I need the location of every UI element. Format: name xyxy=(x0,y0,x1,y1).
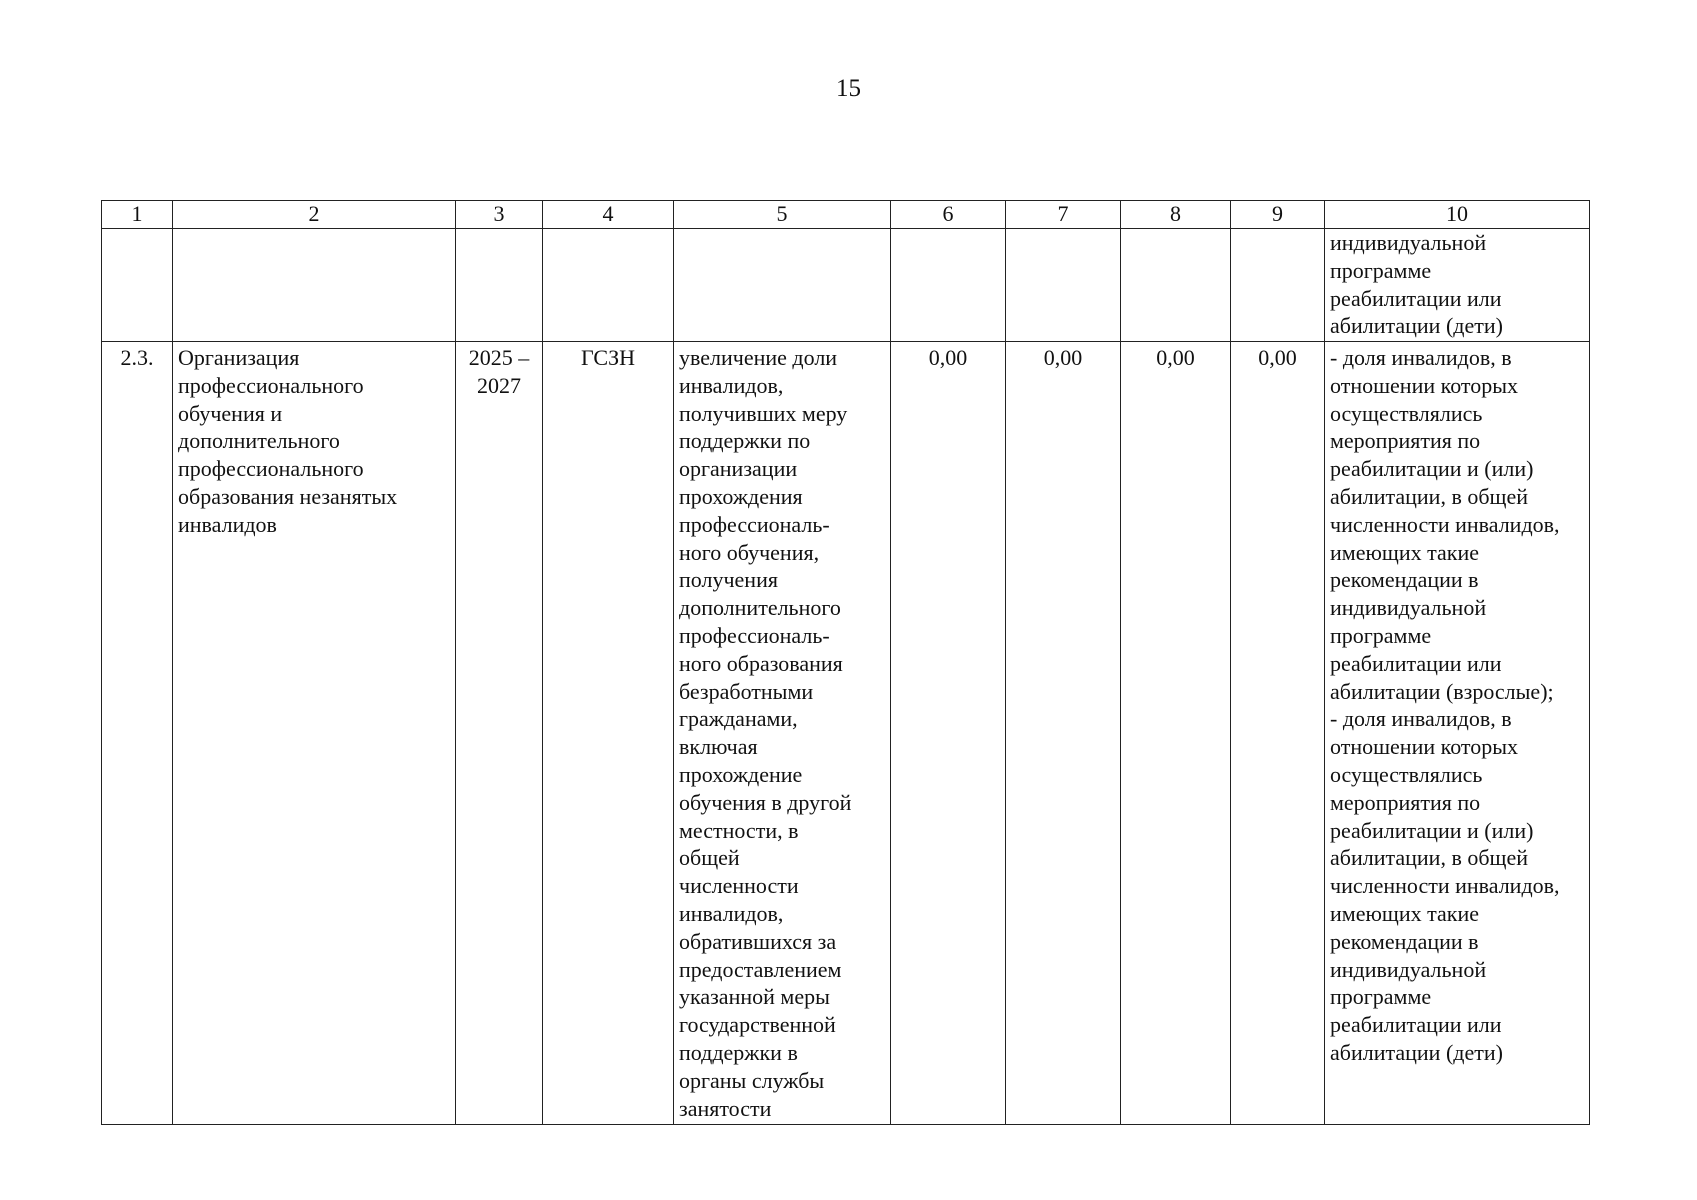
page-number: 15 xyxy=(836,75,861,102)
table-row xyxy=(102,342,1590,1125)
cell-empty xyxy=(1006,229,1121,342)
column-header-3: 3 xyxy=(456,201,543,229)
activity-name-cell: Организация профессионального обучения и дополнительного профессионального образования незанятых инвалидов xyxy=(173,342,456,1125)
column-header-8: 8 xyxy=(1121,201,1231,229)
column-header-2: 2 xyxy=(173,201,456,229)
row-number-cell: 2.3. xyxy=(102,342,173,1125)
continuation-row xyxy=(102,229,1590,342)
column-header-1: 1 xyxy=(102,201,173,229)
continued-indicators-cell: индивидуальной программе реабилитации или абилитации (дети) xyxy=(1325,229,1590,342)
cell-empty xyxy=(102,229,173,342)
program-activities-table xyxy=(101,200,1590,1125)
column-header-10: 10 xyxy=(1325,201,1590,229)
cell-empty xyxy=(674,229,891,342)
period-cell: 2025 – 2027 xyxy=(456,342,543,1125)
column-header-5: 5 xyxy=(674,201,891,229)
column-header-4: 4 xyxy=(543,201,674,229)
column-header-6: 6 xyxy=(891,201,1006,229)
cell-empty xyxy=(891,229,1006,342)
column-header-7: 7 xyxy=(1006,201,1121,229)
cell-empty xyxy=(456,229,543,342)
value-cell-9: 0,00 xyxy=(1231,342,1325,1125)
cell-empty xyxy=(543,229,674,342)
cell-empty xyxy=(173,229,456,342)
header-row xyxy=(102,201,1590,229)
value-cell-7: 0,00 xyxy=(1006,342,1121,1125)
expected-result-cell: увеличение доли инвалидов, получивших меру поддержки по организации прохождения профессиональ- ного обучения, получения дополнительного профессиональ- ного образования безработными гражданами, включая прохождение обучения в другой местности, в общей численности инвалидов, обратившихся за предоставлением указанной меры государственной поддержки в органы службы занятости xyxy=(674,342,891,1125)
cell-empty xyxy=(1121,229,1231,342)
executor-cell: ГСЗН xyxy=(543,342,674,1125)
value-cell-8: 0,00 xyxy=(1121,342,1231,1125)
indicators-cell: - доля инвалидов, в отношении которых осуществлялись мероприятия по реабилитации и (или) абилитации, в общей численности инвалидов, имеющих такие рекомендации в индивидуальной программе реабилитации или абилитации (взрослые); - доля инвалидов, в отношении которых осуществлялись мероприятия по реабилитации и (или) абилитации, в общей численности инвалидов, имеющих такие рекомендации в индивидуальной программе реабилитации или абилитации (дети) xyxy=(1325,342,1590,1125)
column-header-9: 9 xyxy=(1231,201,1325,229)
value-cell-6: 0,00 xyxy=(891,342,1006,1125)
cell-empty xyxy=(1231,229,1325,342)
